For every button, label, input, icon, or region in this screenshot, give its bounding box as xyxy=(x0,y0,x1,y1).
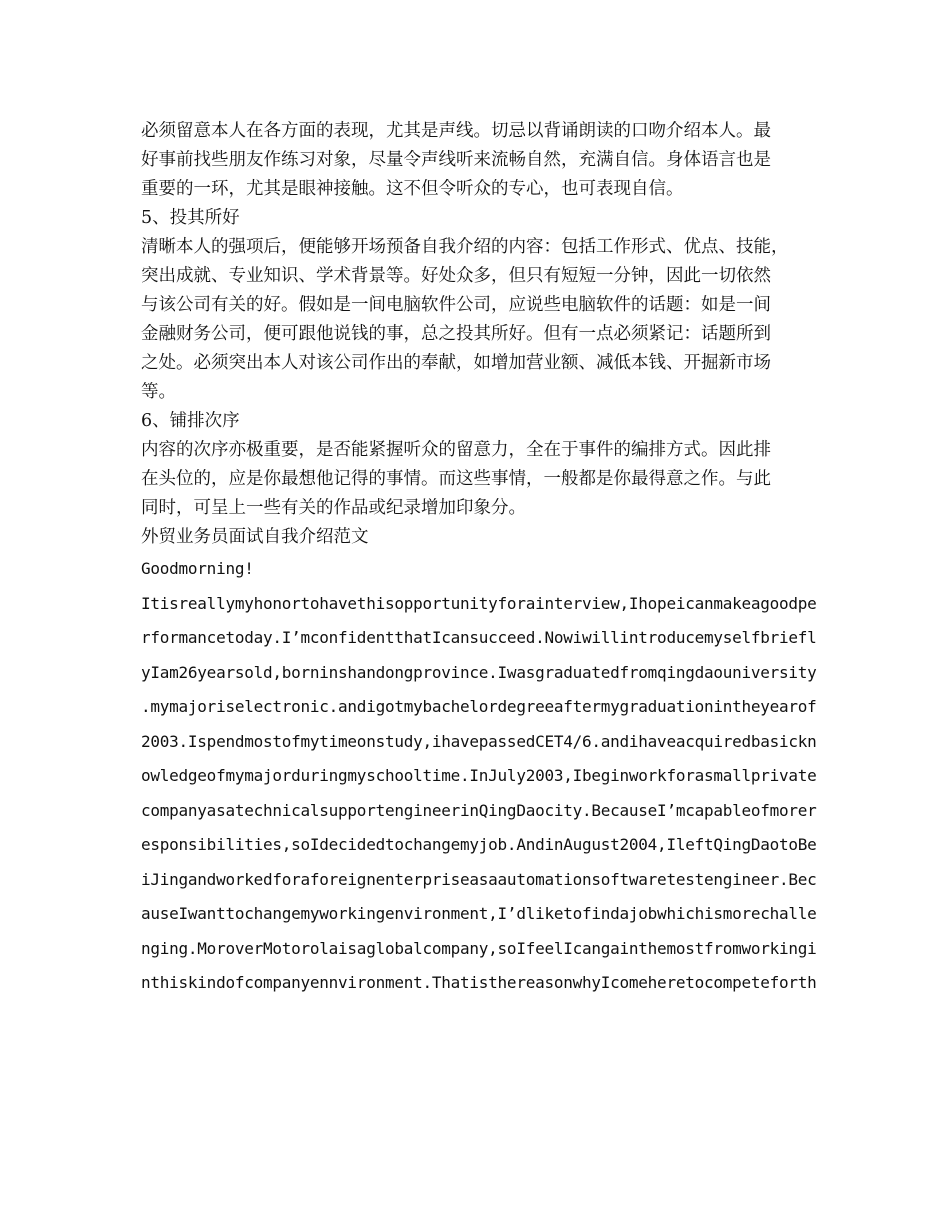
text-line: nging.MoroverMotorolaisaglobalcompany,soIfeelIcangainthemostfromworkingi xyxy=(141,938,817,958)
section-heading: 5、投其所好 xyxy=(141,208,240,228)
text-line: auseIwanttochangemyworkingenvironment,I’dliketofindajobwhichismorechalle xyxy=(141,904,817,923)
section-heading: 6、铺排次序 xyxy=(141,411,240,431)
text-line: 好事前找些朋友作练习对象，尽量令声线听来流畅自然，充满自信。身体语言也是 xyxy=(141,150,771,170)
text-line: owledgeofmymajorduringmyschooltime.InJuly2003,Ibeginworkforasmallprivate xyxy=(141,766,817,785)
text-line: 与该公司有关的好。假如是一间电脑软件公司，应说些电脑软件的话题：如是一间 xyxy=(141,295,771,315)
document-page xyxy=(141,117,821,1001)
text-line: 必须留意本人在各方面的表现，尤其是声线。切忌以背诵朗读的口吻介绍本人。最 xyxy=(141,121,771,141)
text-line: 金融财务公司，便可跟他说钱的事，总之投其所好。但有一点必须紧记：话题所到 xyxy=(141,324,771,344)
text-line: 同时，可呈上一些有关的作品或纪录增加印象分。 xyxy=(141,498,526,518)
text-line: iJingandworkedforaforeignenterpriseasaautomationsoftwaretestengineer.Bec xyxy=(141,869,817,889)
text-line: .mymajoriselectronic.andigotmybachelordegreeaftermygraduationintheyearof xyxy=(141,697,817,716)
text-line: Itisreallymyhonortohavethisopportunityforainterview,Ihopeicanmakeagoodpe xyxy=(141,593,817,613)
text-line: 2003.Ispendmostofmytimeonstudy,ihavepassedCET4/6.andihaveacquiredbasickn xyxy=(141,731,817,751)
text-line: 在头位的，应是你最想他记得的事情。而这些事情，一般都是你最得意之作。与此 xyxy=(141,469,771,489)
section-heading: 外贸业务员面试自我介绍范文 xyxy=(141,527,369,547)
text-line: 重要的一环，尤其是眼神接触。这不但令听众的专心，也可表现自信。 xyxy=(141,179,684,199)
text-line: 清晰本人的强项后，便能够开场预备自我介绍的内容：包括工作形式、优点、技能， xyxy=(141,237,789,257)
text-line: nthiskindofcompanyennvironment.ThatisthereasonwhyIcomeheretocompeteforth xyxy=(141,973,817,992)
text-line: rformancetoday.I’mconfidentthatIcansucceed.Nowiwillintroducemyselfbriefl xyxy=(141,628,817,647)
text-line: 等。 xyxy=(141,382,176,402)
text-line: esponsibilities,soIdecidedtochangemyjob.AndinAugust2004,IleftQingDaotoBe xyxy=(141,835,817,854)
text-line: companyasatechnicalsupportengineerinQingDaocity.BecauseI’mcapableofmorer xyxy=(141,800,817,820)
text-line: 内容的次序亦极重要，是否能紧握听众的留意力，全在于事件的编排方式。因此排 xyxy=(141,440,771,460)
text-line: 之处。必须突出本人对该公司作出的奉献，如增加营业额、减低本钱、开掘新市场 xyxy=(141,353,771,373)
text-line: Goodmorning! xyxy=(141,559,254,578)
text-line: yIam26yearsold,borninshandongprovince.Iwasgraduatedfromqingdaouniversity xyxy=(141,662,817,682)
text-line: 突出成就、专业知识、学术背景等。好处众多，但只有短短一分钟，因此一切依然 xyxy=(141,266,771,286)
